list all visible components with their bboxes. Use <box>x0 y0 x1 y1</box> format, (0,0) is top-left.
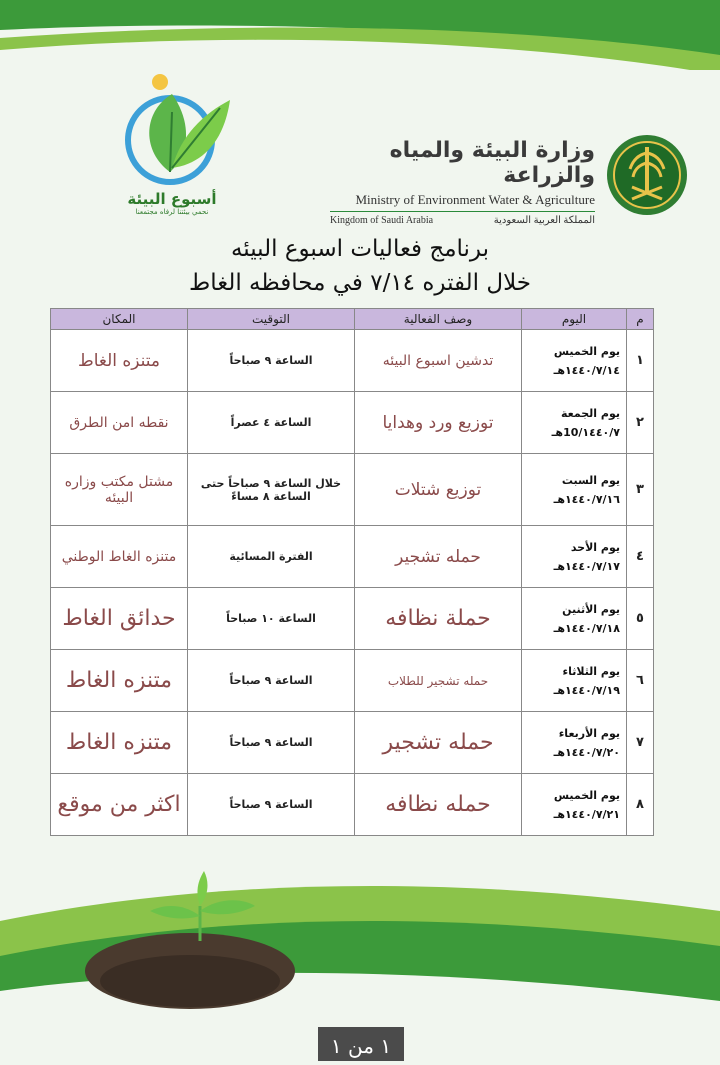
day-name: يوم الجمعة <box>560 406 620 420</box>
row-day <box>522 526 627 588</box>
page-number: ١ من ١ <box>318 1027 404 1061</box>
day-date: ١٤٤٠/٧/١٨هـ <box>553 621 620 635</box>
table-header-row <box>51 309 654 330</box>
row-time: الساعة ٩ صباحاً <box>188 330 355 392</box>
top-green-band <box>0 0 720 70</box>
ministry-name-en: Ministry of Environment Water & Agriculture <box>355 192 595 207</box>
row-day <box>522 330 627 392</box>
row-place: متنزه الغاط <box>51 650 188 712</box>
row-desc: حمله تشجير <box>355 712 522 774</box>
day-date: ١٤٤٠/٧/٢٠هـ <box>553 745 620 759</box>
row-desc: حمله تشجير للطلاب <box>355 650 522 712</box>
row-num: ٢ <box>627 392 654 454</box>
row-day <box>522 454 627 526</box>
ministry-emblem-icon <box>606 133 688 217</box>
leaf-logo-icon <box>112 72 232 192</box>
row-place: متنزه الغاط <box>51 330 188 392</box>
row-num: ٥ <box>627 588 654 650</box>
row-time: الساعة ٤ عصراً <box>188 392 355 454</box>
row-day <box>522 650 627 712</box>
title-line-1: برنامج فعاليات اسبوع البيئه <box>230 236 490 262</box>
row-desc: حمله نظافه <box>355 774 522 836</box>
table-row <box>51 392 654 454</box>
day-date: ١٤٤٠/٧/٢١هـ <box>553 807 620 821</box>
row-desc: حملة نظافه <box>355 588 522 650</box>
row-time: الساعة ١٠ صباحاً <box>188 588 355 650</box>
kingdom-ar: المملكة العربية السعودية <box>493 215 595 226</box>
row-desc: حمله تشجير <box>355 526 522 588</box>
row-day <box>522 588 627 650</box>
table-row <box>51 588 654 650</box>
row-desc: توزيع ورد وهدايا <box>355 392 522 454</box>
day-name: يوم الأحد <box>570 540 620 554</box>
row-place: اكثر من موقع <box>51 774 188 836</box>
row-place: حدائق الغاط <box>51 588 188 650</box>
table-row <box>51 650 654 712</box>
row-num: ٦ <box>627 650 654 712</box>
title-line-2: خلال الفتره ٧/١٤ في محافظه الغاط <box>188 270 532 296</box>
row-day <box>522 774 627 836</box>
day-date: ١٤٤٠/٧/١٧هـ <box>553 559 620 573</box>
header-place: المكان <box>51 309 188 330</box>
day-name: يوم الخميس <box>553 344 620 358</box>
kingdom-line <box>330 215 595 226</box>
logo-title: أسبوع البيئة <box>127 190 217 208</box>
day-name: يوم الأثنين <box>562 602 620 616</box>
ministry-name-ar: وزارة البيئة والمياه والزراعة <box>389 138 595 188</box>
page-title <box>90 232 630 300</box>
row-num: ٨ <box>627 774 654 836</box>
day-name: يوم الثلاثاء <box>562 664 620 678</box>
table-row <box>51 712 654 774</box>
day-date: ١٤٤٠/٧/١٤هـ <box>553 363 620 377</box>
day-date: ١٤٤٠/٧/10هـ <box>551 425 620 439</box>
day-name: يوم الخميس <box>553 788 620 802</box>
row-time: الساعة ٩ صباحاً <box>188 712 355 774</box>
program-table <box>50 308 654 836</box>
row-num: ١ <box>627 330 654 392</box>
ministry-header <box>330 138 595 226</box>
row-place: متنزه الغاط الوطني <box>51 526 188 588</box>
row-num: ٣ <box>627 454 654 526</box>
logo-subtitle: نحمي بيئتنا لرفاه مجتمعنا <box>135 208 209 216</box>
table-row <box>51 774 654 836</box>
day-date: ١٤٤٠/٧/١٩هـ <box>553 683 620 697</box>
row-day <box>522 392 627 454</box>
header-desc: وصف الفعالية <box>355 309 522 330</box>
row-time: الساعة ٩ صباحاً <box>188 650 355 712</box>
row-desc: تدشين اسبوع البيئه <box>355 330 522 392</box>
row-num: ٧ <box>627 712 654 774</box>
row-place: نقطه امن الطرق <box>51 392 188 454</box>
table-row <box>51 454 654 526</box>
header-day: اليوم <box>522 309 627 330</box>
day-date: ١٤٤٠/٧/١٦هـ <box>553 492 620 506</box>
row-time: خلال الساعة ٩ صباحاً حتى الساعة ٨ مساءً <box>188 454 355 526</box>
row-time: الفترة المسائية <box>188 526 355 588</box>
day-name: يوم الأربعاء <box>558 726 620 740</box>
kingdom-en: Kingdom of Saudi Arabia <box>330 215 434 226</box>
day-name: يوم السبت <box>561 473 620 487</box>
row-time: الساعة ٩ صباحاً <box>188 774 355 836</box>
ministry-divider <box>330 211 595 212</box>
row-place: مشتل مكتب وزاره البيئه <box>51 454 188 526</box>
environment-week-logo <box>112 72 232 232</box>
row-place: متنزه الغاط <box>51 712 188 774</box>
table-row <box>51 526 654 588</box>
header-num: م <box>627 309 654 330</box>
table-row <box>51 330 654 392</box>
header-time: التوقيت <box>188 309 355 330</box>
row-desc: توزيع شتلات <box>355 454 522 526</box>
row-num: ٤ <box>627 526 654 588</box>
row-day <box>522 712 627 774</box>
